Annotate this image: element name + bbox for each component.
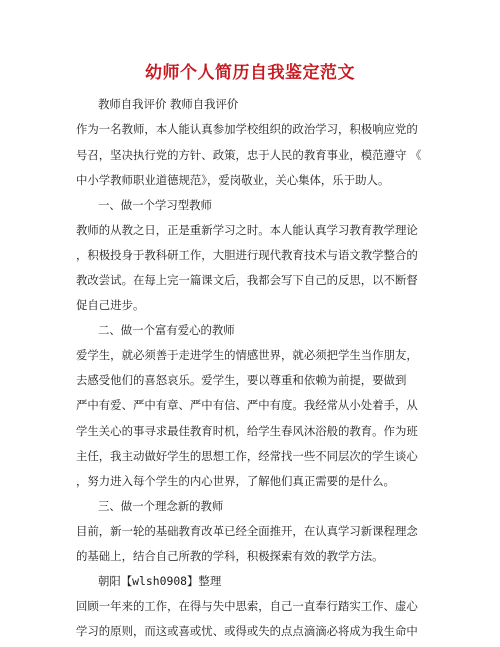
paragraph-line: 目前，新一轮的基础教育改革已经全面推开，在认真学习新课程理念 [76,524,418,538]
paragraph-line: 号召，坚决执行党的方针、政策，忠于人民的教育事业，模范遵守 《 [76,148,422,162]
paragraph-line: 作为一名教师，本人能认真参加学校组织的政治学习，积极响应党的 [76,122,418,136]
paragraph-line: ，积极投身于教科研工作，大胆进行现代教育技术与语文教学整合的 [76,248,418,262]
paragraph-line: 教师的从教之日，正是重新学习之时。本人能认真学习教育教学理论 [76,223,418,237]
paragraph-line: 去感受他们的喜怒哀乐。爱学生，要以尊重和依赖为前提，要做到 [76,373,407,387]
paragraph-line: 严中有爱、严中有章、严中有信、严中有度。我经常从小处着手，从 [76,398,418,412]
paragraph-line: 学生关心的事寻求最佳教育时机，给学生春风沐浴般的教育。作为班 [76,424,418,438]
compiler-credit: 朝阳【wlsh0908】整理 [98,574,222,588]
document-title: 幼师个人简历自我鉴定范文 [145,63,355,83]
paragraph-line: 促自己进步。 [76,298,145,312]
paragraph-line: ，努力进入每个学生的内心世界，了解他们真正需要的是什么。 [76,474,395,488]
paragraph-line: 的基础上，结合自己所教的学科，积极探索有效的教学方法。 [76,549,384,563]
paragraph-line: 学习的原则，而这或喜或忧、或得或失的点点滴滴必将成为我生命中 [76,624,418,638]
paragraph-line: 主任，我主动做好学生的思想工作，经常找一些不同层次的学生谈心 [76,449,418,463]
paragraph-line: 中小学教师职业道德规范》，爱岗敬业，关心集体，乐于助人。 [76,173,390,187]
paragraph-line: 爱学生，就必须善于走进学生的情感世界，就必须把学生当作朋友， [76,348,418,362]
section-heading-self-evaluation: 教师自我评价 教师自我评价 [98,97,239,111]
paragraph-line: 教改尝试。在每上完一篇课文后，我都会写下自己的反思，以不断督 [76,273,418,287]
section-heading-learning-teacher: 一、做一个学习型教师 [98,198,212,212]
section-heading-new-concept-teacher: 三、做一个理念新的教师 [98,499,224,513]
paragraph-line: 回顾一年来的工作，在得与失中思索，自己一直奉行踏实工作、虚心 [76,599,418,613]
section-heading-caring-teacher: 二、做一个富有爱心的教师 [98,323,235,337]
